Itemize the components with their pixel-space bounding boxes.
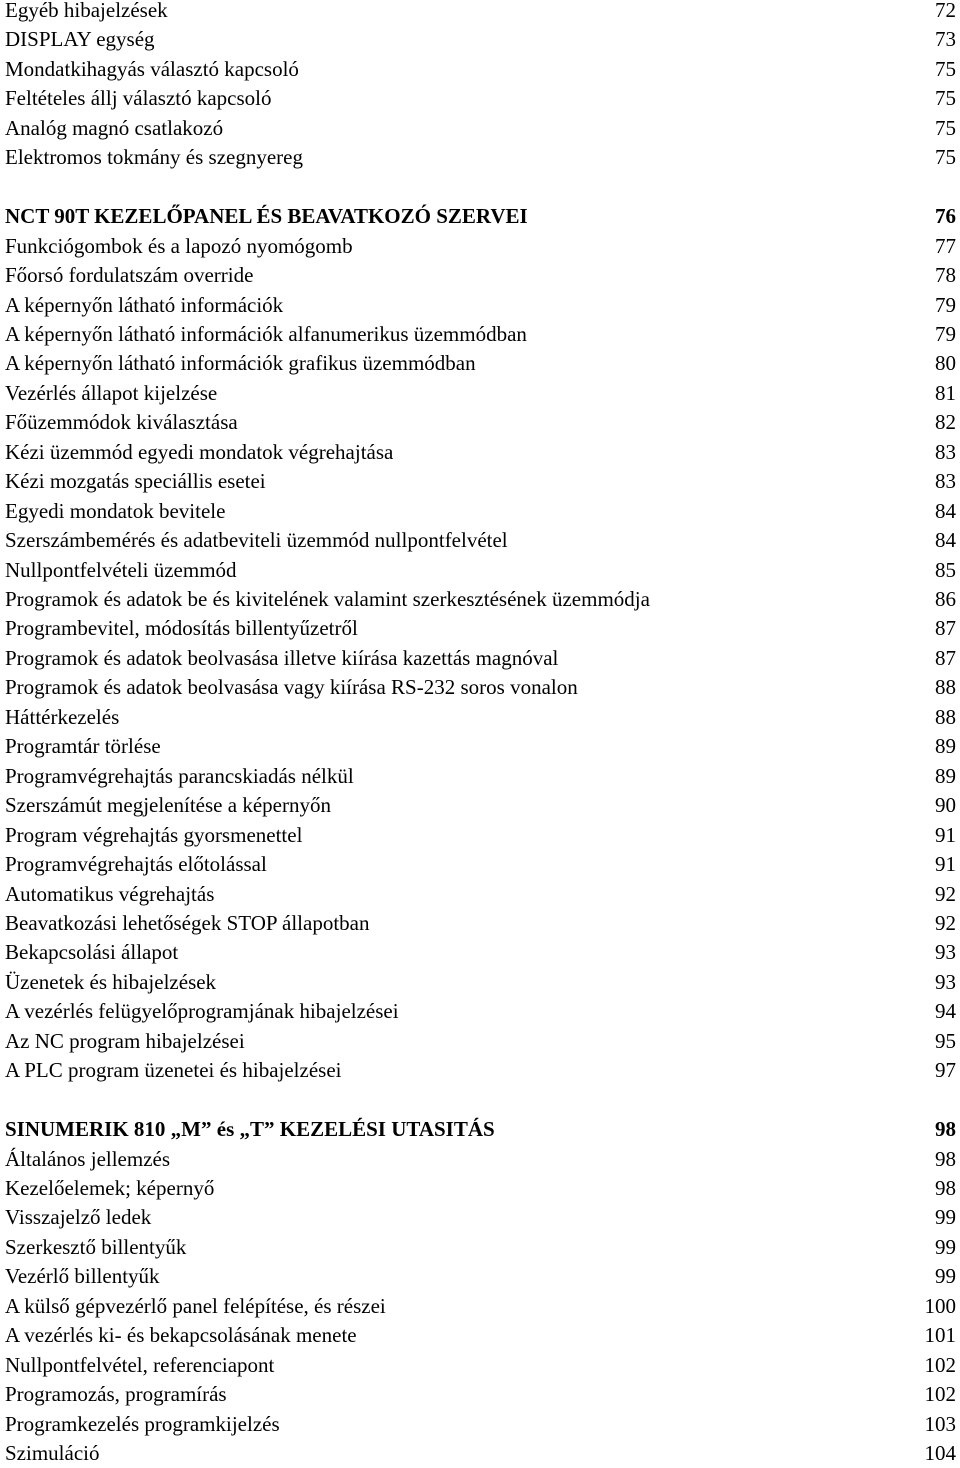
toc-entry: [5, 1439, 956, 1468]
toc-entry-page-number: 104: [924, 1441, 956, 1465]
toc-entry: [5, 585, 956, 614]
toc-entry-page-number: 91: [935, 852, 956, 876]
toc-entry-title: Programok és adatok be és kivitelének valamint szerkesztésének üzemmódja: [5, 587, 650, 611]
toc-entry: [5, 1351, 956, 1380]
toc-entry-title: NCT 90T KEZELŐPANEL ÉS BEAVATKOZÓ SZERVEI: [5, 204, 528, 228]
toc-entry-page-number: 98: [935, 1176, 956, 1200]
toc-entry-title: Programozás, programírás: [5, 1382, 227, 1406]
toc-entry-page-number: 86: [935, 587, 956, 611]
toc-entry-title: A vezérlés ki- és bekapcsolásának menete: [5, 1323, 357, 1347]
toc-entry-title: Általános jellemzés: [5, 1147, 171, 1171]
toc-entry-title: Nullpontfelvétel, referenciapont: [5, 1353, 275, 1377]
toc-entry-title: Kézi mozgatás speciállis esetei: [5, 469, 266, 493]
toc-entry-page-number: 87: [935, 616, 956, 640]
toc-entry-page-number: 72: [935, 0, 956, 22]
toc-section-heading: [5, 1115, 956, 1144]
toc-entry-title: Elektromos tokmány és szegnyereg: [5, 145, 303, 169]
toc-entry: [5, 497, 956, 526]
toc-entry-title: Kézi üzemmód egyedi mondatok végrehajtása: [5, 440, 394, 464]
toc-entry-page-number: 101: [924, 1323, 956, 1347]
toc-entry-title: Szerszámút megjelenítése a képernyőn: [5, 793, 331, 817]
toc-entry: [5, 1203, 956, 1232]
toc-entry: [5, 114, 956, 143]
toc-entry: [5, 143, 956, 172]
toc-entry: [5, 732, 956, 761]
toc-entry-title: A vezérlés felügyelőprogramjának hibajelzései: [5, 999, 399, 1023]
toc-entry-page-number: 77: [935, 234, 956, 258]
toc-entry-page-number: 92: [935, 911, 956, 935]
toc-entry: [5, 379, 956, 408]
toc-entry-page-number: 79: [935, 322, 956, 346]
toc-entry-title: Egyéb hibajelzések: [5, 0, 168, 22]
toc-entry-title: Főorsó fordulatszám override: [5, 263, 254, 287]
toc-entry: [5, 408, 956, 437]
toc-entry-title: Vezérlő billentyűk: [5, 1264, 160, 1288]
toc-entry-page-number: 84: [935, 499, 956, 523]
toc-entry-page-number: 90: [935, 793, 956, 817]
toc-entry-title: SINUMERIK 810 „M” és „T” KEZELÉSI UTASITÁS: [5, 1117, 495, 1141]
toc-entry-page-number: 98: [935, 1147, 956, 1171]
toc-entry: [5, 84, 956, 113]
toc-entry-title: Szerszámbemérés és adatbeviteli üzemmód nullpontfelvétel: [5, 528, 508, 552]
toc-entry-page-number: 102: [924, 1353, 956, 1377]
toc-entry-page-number: 80: [935, 351, 956, 375]
toc-entry-title: Automatikus végrehajtás: [5, 882, 215, 906]
toc-entry: [5, 349, 956, 378]
toc-entry: [5, 791, 956, 820]
toc-entry-page-number: 88: [935, 705, 956, 729]
toc-entry-page-number: 75: [935, 145, 956, 169]
toc-entry-title: Háttérkezelés: [5, 705, 120, 729]
toc-entry: [5, 644, 956, 673]
toc-entry-title: Programtár törlése: [5, 734, 161, 758]
toc-entry-title: A képernyőn látható információk alfanumerikus üzemmódban: [5, 322, 527, 346]
toc-entry: [5, 968, 956, 997]
toc-entry-title: Programvégrehajtás előtolással: [5, 852, 267, 876]
toc-entry-page-number: 93: [935, 940, 956, 964]
toc-entry-title: Az NC program hibajelzései: [5, 1029, 245, 1053]
toc-entry-page-number: 99: [935, 1235, 956, 1259]
toc-entry-title: Programkezelés programkijelzés: [5, 1412, 280, 1436]
toc-entry-page-number: 95: [935, 1029, 956, 1053]
toc-entry-page-number: 97: [935, 1058, 956, 1082]
toc-entry: [5, 1292, 956, 1321]
toc-entry: [5, 232, 956, 261]
toc-entry: [5, 0, 956, 25]
toc-entry: [5, 673, 956, 702]
toc-entry-title: Egyedi mondatok bevitele: [5, 499, 226, 523]
toc-entry-title: Bekapcsolási állapot: [5, 940, 179, 964]
toc-entry: [5, 909, 956, 938]
toc-entry: [5, 1145, 956, 1174]
toc-entry-title: Szerkesztő billentyűk: [5, 1235, 187, 1259]
toc-entry-page-number: 92: [935, 882, 956, 906]
toc-entry-title: Feltételes állj választó kapcsoló: [5, 86, 272, 110]
toc-entry-page-number: 73: [935, 27, 956, 51]
toc-entry-page-number: 91: [935, 823, 956, 847]
toc-entry-title: Programbevitel, módosítás billentyűzetről: [5, 616, 358, 640]
toc-entry-title: Üzenetek és hibajelzések: [5, 970, 217, 994]
toc-entry-title: A külső gépvezérlő panel felépítése, és részei: [5, 1294, 386, 1318]
toc-entry-page-number: 75: [935, 57, 956, 81]
toc-entry-title: Analóg magnó csatlakozó: [5, 116, 224, 140]
toc-entry-page-number: 102: [924, 1382, 956, 1406]
toc-entry-title: A képernyőn látható információk: [5, 293, 284, 317]
toc-entry: [5, 526, 956, 555]
toc-entry-page-number: 76: [935, 204, 956, 228]
toc-section-heading: [5, 202, 956, 231]
toc-entry: [5, 762, 956, 791]
toc-entry-title: Program végrehajtás gyorsmenettel: [5, 823, 303, 847]
toc-entry: [5, 1174, 956, 1203]
toc-entry: [5, 614, 956, 643]
toc-entry-page-number: 84: [935, 528, 956, 552]
toc-entry-page-number: 79: [935, 293, 956, 317]
toc-entry-page-number: 98: [935, 1117, 956, 1141]
toc-entry-title: Beavatkozási lehetőségek STOP állapotban: [5, 911, 370, 935]
toc-entry-page-number: 99: [935, 1264, 956, 1288]
toc-entry-title: A képernyőn látható információk grafikus üzemmódban: [5, 351, 476, 375]
toc-entry-page-number: 99: [935, 1205, 956, 1229]
toc-entry-title: Főüzemmódok kiválasztása: [5, 410, 238, 434]
toc-entry: [5, 291, 956, 320]
toc-entry-title: Funkciógombok és a lapozó nyomógomb: [5, 234, 353, 258]
toc-entry: [5, 467, 956, 496]
toc-entry-page-number: 75: [935, 116, 956, 140]
toc-entry-page-number: 94: [935, 999, 956, 1023]
toc-entry: [5, 261, 956, 290]
toc-entry-title: Szimuláció: [5, 1441, 100, 1465]
toc-entry: [5, 938, 956, 967]
toc-entry-page-number: 87: [935, 646, 956, 670]
toc-entry-title: Vezérlés állapot kijelzése: [5, 381, 218, 405]
toc-entry: [5, 1262, 956, 1291]
toc-entry-page-number: 103: [924, 1412, 956, 1436]
toc-entry-title: A PLC program üzenetei és hibajelzései: [5, 1058, 342, 1082]
toc-entry: [5, 1321, 956, 1350]
toc-entry: [5, 1233, 956, 1262]
toc-entry-title: Mondatkihagyás választó kapcsoló: [5, 57, 299, 81]
toc-entry: [5, 850, 956, 879]
toc-entry-title: Programvégrehajtás parancskiadás nélkül: [5, 764, 354, 788]
toc-entry-page-number: 88: [935, 675, 956, 699]
toc-entry-page-number: 82: [935, 410, 956, 434]
toc-entry: [5, 438, 956, 467]
toc-entry: [5, 880, 956, 909]
toc-entry: [5, 55, 956, 84]
toc-entry: [5, 1380, 956, 1409]
toc-entry: [5, 1410, 956, 1439]
toc-entry-page-number: 89: [935, 734, 956, 758]
toc-entry-page-number: 100: [924, 1294, 956, 1318]
toc-entry: [5, 25, 956, 54]
toc-entry-title: DISPLAY egység: [5, 27, 155, 51]
toc-entry-title: Kezelőelemek; képernyő: [5, 1176, 215, 1200]
toc-entry-page-number: 85: [935, 558, 956, 582]
toc-entry-page-number: 93: [935, 970, 956, 994]
toc-entry-page-number: 83: [935, 440, 956, 464]
toc-entry-page-number: 89: [935, 764, 956, 788]
toc-entry: [5, 821, 956, 850]
toc-entry-title: Programok és adatok beolvasása vagy kiírása RS-232 soros vonalon: [5, 675, 578, 699]
toc-entry-page-number: 83: [935, 469, 956, 493]
toc-entry-title: Programok és adatok beolvasása illetve kiírása kazettás magnóval: [5, 646, 559, 670]
toc-entry: [5, 703, 956, 732]
toc-entry-page-number: 81: [935, 381, 956, 405]
toc-entry: [5, 556, 956, 585]
toc-entry: [5, 320, 956, 349]
toc-entry: [5, 1027, 956, 1056]
toc-entry-title: Visszajelző ledek: [5, 1205, 152, 1229]
toc-entry-page-number: 78: [935, 263, 956, 287]
toc-entry-title: Nullpontfelvételi üzemmód: [5, 558, 237, 582]
toc-entry: [5, 997, 956, 1026]
toc-entry-page-number: 75: [935, 86, 956, 110]
toc-entry: [5, 1056, 956, 1085]
